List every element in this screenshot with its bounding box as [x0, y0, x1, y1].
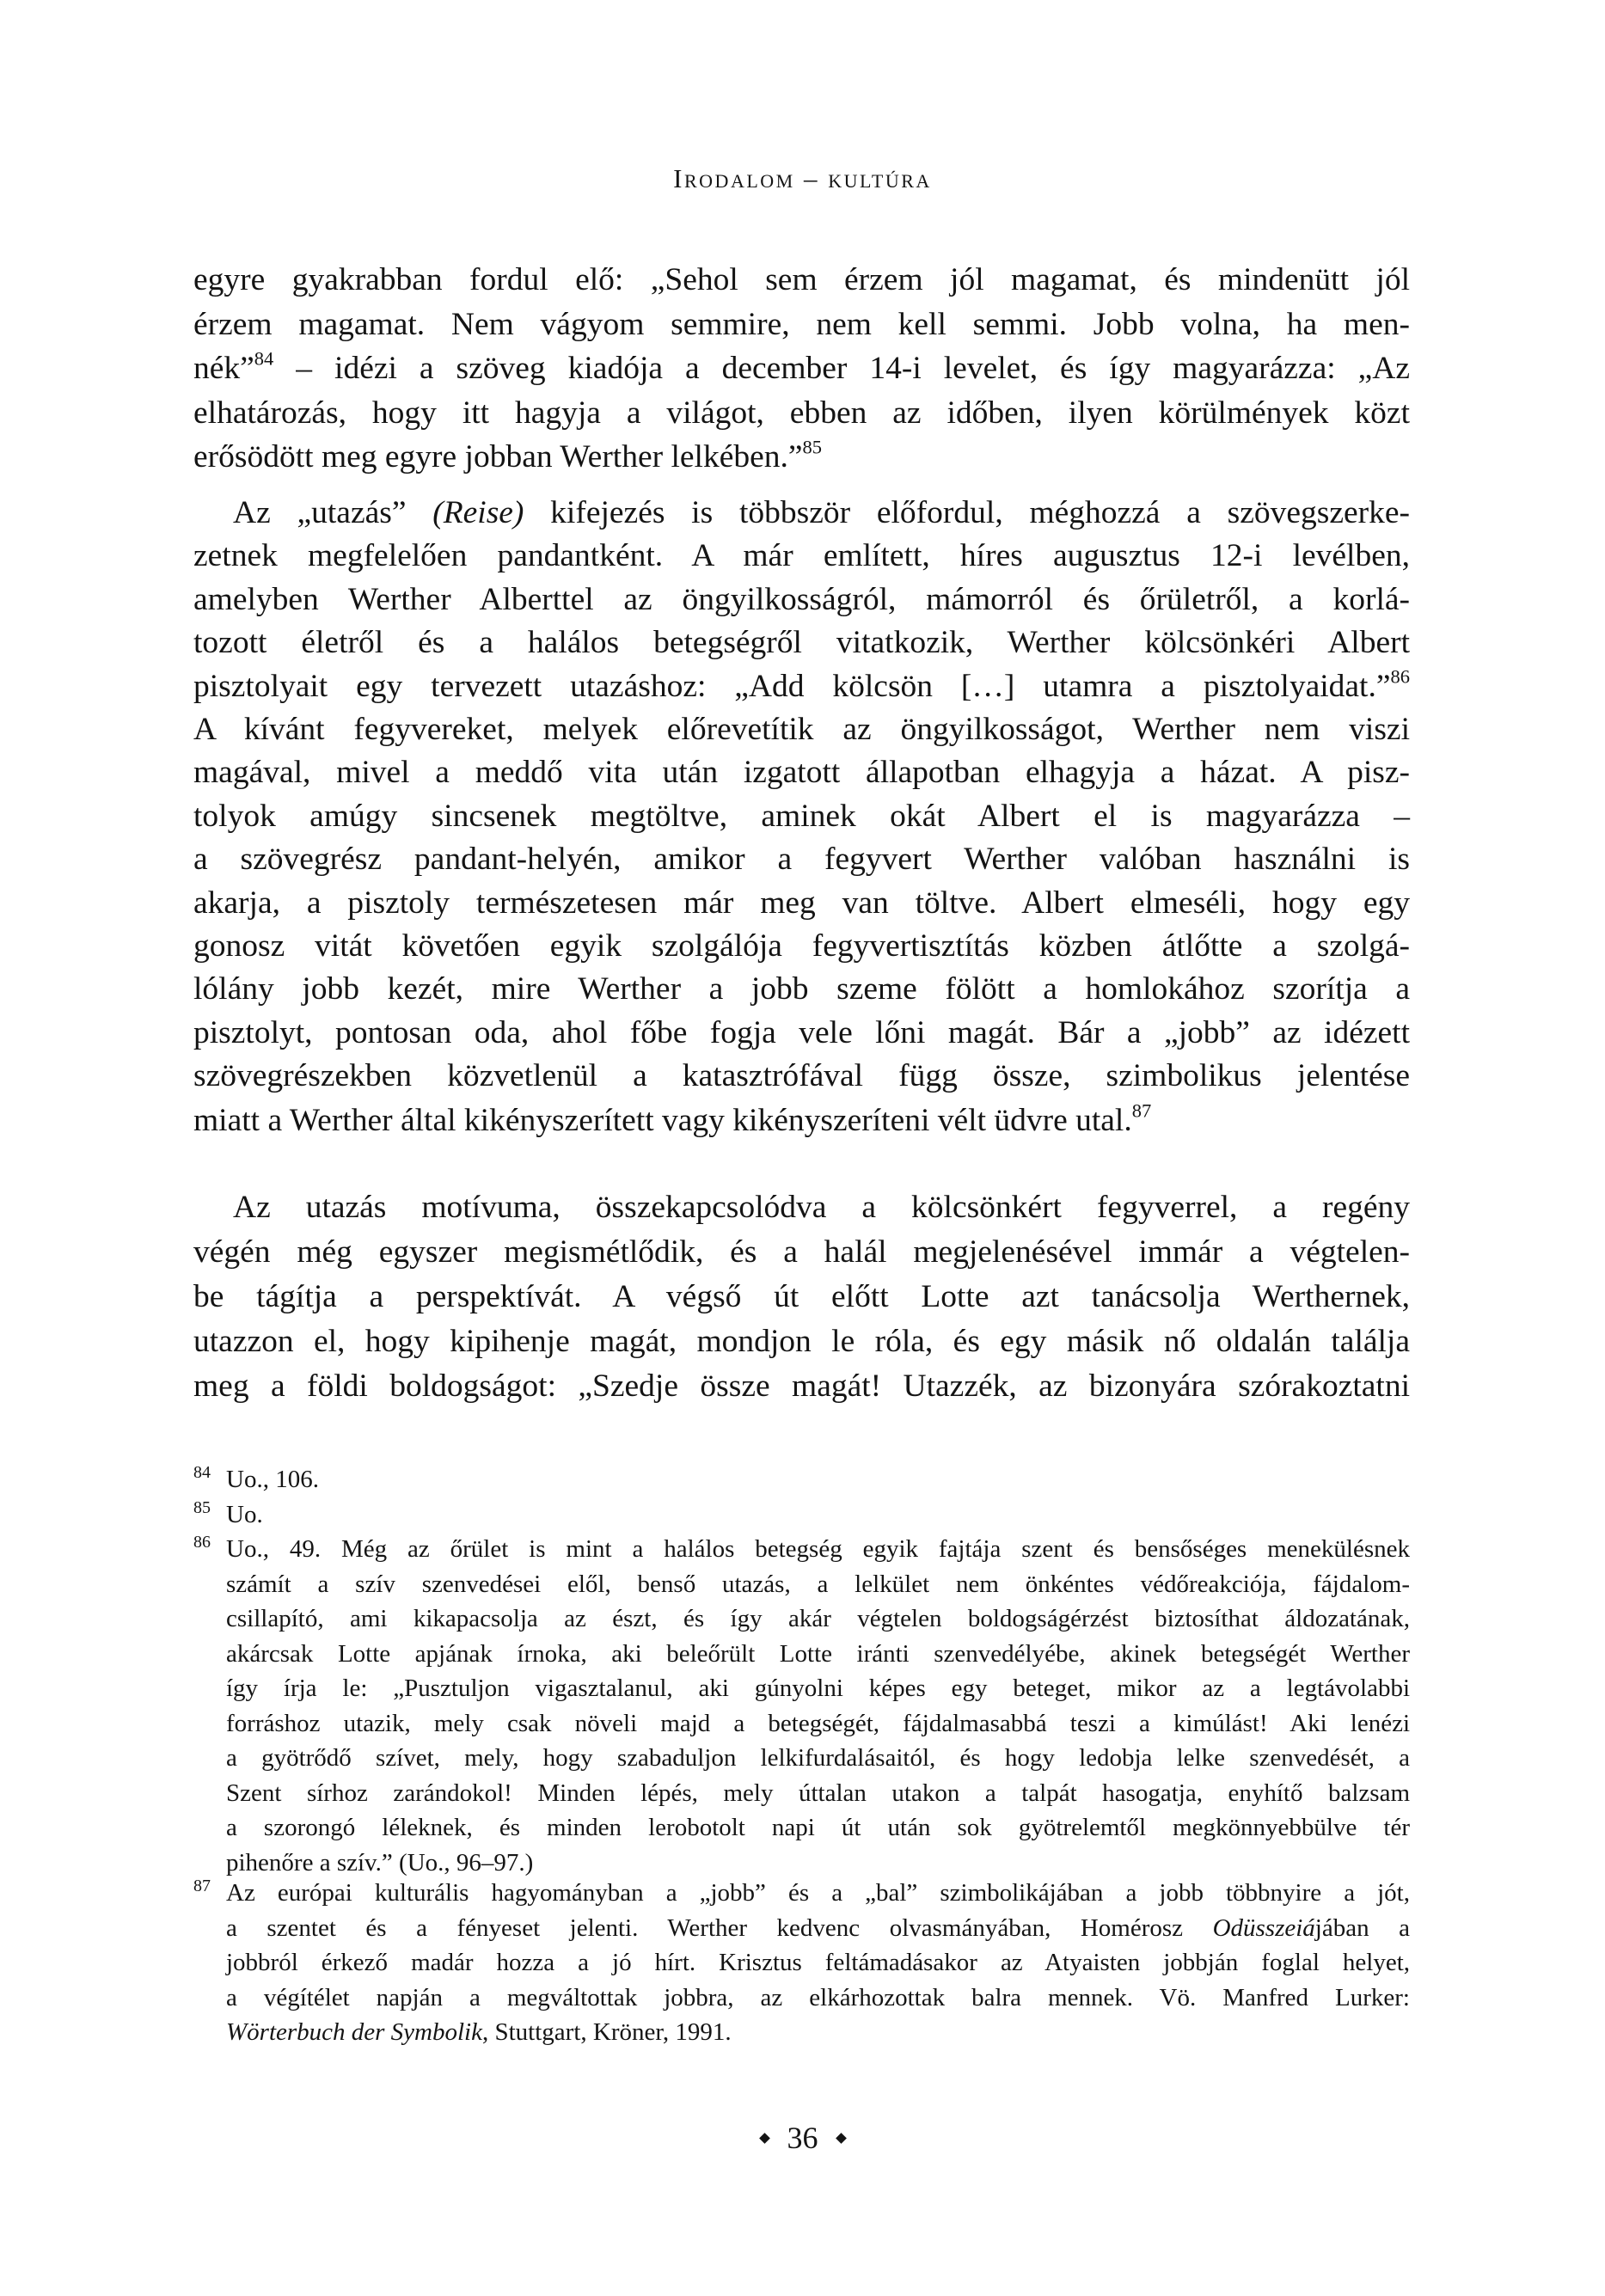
body-text-line: [193, 882, 1410, 925]
footnote-text-line: [226, 1671, 1410, 1705]
text-run: pisztolyt, pontosan oda, ahol főbe fogja vele lőni magát. Bár a „jobb” az idézett: [193, 1014, 1410, 1050]
text-run: miatt a Werther által kikényszerített vagy kikényszeríteni vélt üdvre utal.: [193, 1103, 1132, 1138]
text-run: forráshoz utazik, mely csak növeli majd a betegségét, fájdalmasabbá teszi a kimúlást! Aki lenézi: [226, 1709, 1410, 1737]
italic-text: (Reise): [432, 495, 524, 530]
text-run: lólány jobb kezét, mire Werther a jobb szeme fölött a homlokához szorítja a: [193, 971, 1410, 1007]
text-run: utazzon el, hogy kipihenje magát, mondjon le róla, és egy másik nő oldalán találja: [193, 1324, 1410, 1359]
diamond-bullet-icon: [836, 2133, 847, 2144]
footnote-text-line: [226, 1497, 1410, 1532]
body-text-line: [193, 392, 1410, 435]
text-run: Uo., 49. Még az őrület is mint a halálos betegség egyik fajtája szent és bensőséges menekülésnek: [226, 1535, 1410, 1563]
body-text-line: [193, 1055, 1410, 1098]
text-run: jában a: [1314, 1913, 1410, 1942]
footnote-text-line: [226, 1706, 1410, 1741]
footnote-text-line: [226, 1846, 1410, 1880]
page-number-footer: [0, 2119, 1605, 2157]
footnote-number: 85: [193, 1498, 211, 1517]
text-run: nék”: [193, 351, 254, 386]
text-run: egyre gyakrabban fordul elő: „Sehol sem érzem jól magamat, és mindenütt jól: [193, 262, 1410, 297]
footnote-text-line: [226, 1637, 1410, 1671]
text-run: a szentet és a fényeset jelenti. Werther kedvenc olvasmányában, Homérosz: [226, 1913, 1213, 1942]
body-text-line: [193, 535, 1410, 578]
body-text-line: [193, 751, 1410, 794]
text-run: a végítélet napján a megváltottak jobbra, az elkárhozottak balra mennek. Vö. Manfred Lurker:: [226, 1983, 1410, 2011]
body-text-line: [193, 621, 1410, 664]
footnote-text-line: [226, 1462, 1410, 1497]
page-number: 36: [787, 2121, 818, 2155]
body-text-line: [193, 259, 1410, 302]
footnote-text-line: [226, 1945, 1410, 1980]
text-run: a szorongó léleknek, és minden lerobotolt napi út után sok gyötrelemtől megkönnyebbülve tér: [226, 1814, 1410, 1841]
body-text-line: [193, 1365, 1410, 1408]
footnote-reference[interactable]: 85: [802, 436, 823, 458]
body-text-line: [193, 795, 1410, 838]
footnote-text-line: [226, 2015, 1410, 2049]
text-run: jobbról érkező madár hozza a jó hírt. Krisztus feltámadásakor az Atyaisten jobbján foglal helyet,: [226, 1949, 1410, 1976]
text-run: – idézi a szöveg kiadója a december 14-i levelet, és így magyarázza: „Az: [273, 351, 1410, 386]
text-run: akárcsak Lotte apjának írnoka, aki beleőrült Lotte iránti szenvedélyébe, akinek betegségét Werther: [226, 1639, 1410, 1668]
text-run: zetnek megfelelően pandantként. A már említett, híres augusztus 12-i levélben,: [193, 538, 1410, 574]
text-run: Az „utazás”: [233, 495, 433, 530]
text-run: A kívánt fegyvereket, melyek előrevetítik az öngyilkosságot, Werther nem viszi: [193, 712, 1410, 747]
text-run: be tágítja a perspektívát. A végső út előtt Lotte azt tanácsolja Werthernek,: [193, 1279, 1410, 1314]
body-text-line: [193, 1099, 1410, 1142]
text-run: , Stuttgart, Kröner, 1991.: [482, 2018, 732, 2046]
body-text-line: [193, 1186, 1410, 1229]
text-run: számít a szív szenvedései elől, benső utazás, a lelkület nem önkéntes védőreakciója, fájdalom-: [226, 1570, 1410, 1598]
body-text-line: [193, 1320, 1410, 1363]
text-run: végén még egyszer megismétlődik, és a halál megjelenésével immár a végtelen-: [193, 1234, 1410, 1270]
body-text-line: [193, 1276, 1410, 1319]
body-text-line: [193, 492, 1410, 535]
body-text-line: [193, 968, 1410, 1011]
text-run: pihenőre a szív.” (Uo., 96–97.): [226, 1848, 534, 1877]
text-run: szövegrészekben közvetlenül a katasztrófával függ össze, szimbolikus jelentése: [193, 1058, 1410, 1094]
footnote-number: 84: [193, 1463, 211, 1482]
text-run: magával, mivel a meddő vita után izgatott állapotban elhagyja a házat. A pisz-: [193, 755, 1410, 791]
footnote-text-line: [226, 1911, 1410, 1945]
footnote-text-line: [226, 1810, 1410, 1845]
text-run: erősödött meg egyre jobban Werther lelkében.”: [193, 439, 803, 475]
body-text-line: [193, 665, 1410, 708]
text-run: a gyötrődő szívet, mely, hogy szabaduljon lelkifurdalásaitól, és hogy ledobja lelke szenvedését, a: [226, 1744, 1410, 1772]
body-text-line: [193, 436, 1410, 479]
footnote-reference[interactable]: 87: [1131, 1099, 1152, 1122]
footnote-text-line: [226, 1567, 1410, 1601]
footnote-reference[interactable]: 84: [254, 347, 274, 370]
footnote-reference[interactable]: 86: [1390, 664, 1410, 687]
text-run: pisztolyait egy tervezett utazáshoz: „Add kölcsön […] utamra a pisztolyaidat.”: [193, 668, 1391, 704]
body-text-line: [193, 1231, 1410, 1274]
text-run: Uo., 106.: [226, 1466, 319, 1493]
diamond-bullet-icon: [759, 2133, 770, 2144]
text-run: Szent sírhoz zarándokol! Minden lépés, mely úttalan utakon a talpát hasogatja, enyhítő balzsam: [226, 1779, 1410, 1807]
text-run: csillapító, ami kikapacsolja az észt, és így akár végtelen boldogságérzést biztosíthat áldozatának,: [226, 1605, 1410, 1632]
italic-text: Odüsszeiá: [1212, 1913, 1315, 1942]
body-text-line: [193, 1012, 1410, 1055]
text-run: akarja, a pisztoly természetesen már meg van töltve. Albert elmeséli, hogy egy: [193, 885, 1410, 921]
text-run: gonosz vitát követően egyik szolgálója fegyvertisztítás közben átlőtte a szolgá-: [193, 928, 1410, 964]
body-text-line: [193, 347, 1410, 390]
footnote-text-line: [226, 1776, 1410, 1810]
footnote-number: 86: [193, 1533, 211, 1552]
text-run: kifejezés is többször előfordul, méghozzá a szövegszerke-: [524, 495, 1410, 530]
body-text-line: [193, 838, 1410, 881]
body-text-line: [193, 303, 1410, 346]
footnote-text-line: [226, 1532, 1410, 1566]
text-run: Uo.: [226, 1501, 263, 1528]
text-run: amelyben Werther Alberttel az öngyilkosságról, mámorról és őrületről, a korlá-: [193, 581, 1410, 617]
text-run: Az utazás motívuma, összekapcsolódva a kölcsönkért fegyverrel, a regény: [233, 1190, 1410, 1225]
footnote-text-line: [226, 1981, 1410, 2015]
body-text-line: [193, 708, 1410, 751]
running-head: Irodalom – kultúra: [673, 163, 932, 193]
text-run: érzem magamat. Nem vágyom semmire, nem kell semmi. Jobb volna, ha men-: [193, 306, 1410, 342]
footnote-text-line: [226, 1601, 1410, 1636]
body-text-line: [193, 925, 1410, 968]
text-run: meg a földi boldogságot: „Szedje össze magát! Utazzék, az bizonyára szórakoztatni: [193, 1368, 1410, 1404]
footnote-number: 87: [193, 1877, 211, 1895]
text-run: tozott életről és a halálos betegségről vitatkozik, Werther kölcsönkéri Albert: [193, 625, 1410, 661]
text-run: Az európai kulturális hagyományban a „jobb” és a „bal” szimbolikájában a jobb többnyire a jót,: [226, 1879, 1410, 1907]
text-run: a szövegrész pandant-helyén, amikor a fegyvert Werther valóban használni is: [193, 842, 1410, 878]
text-run: tolyok amúgy sincsenek megtöltve, aminek okát Albert el is magyarázza –: [193, 798, 1410, 834]
body-text-line: [193, 579, 1410, 621]
text-run: így írja le: „Pusztuljon vigasztalanul, aki gúnyolni képes egy beteget, mikor az a legtávolabbi: [226, 1675, 1410, 1702]
footnote-text-line: [226, 1741, 1410, 1775]
italic-text: Wörterbuch der Symbolik: [226, 2018, 482, 2046]
footnote-text-line: [226, 1876, 1410, 1910]
text-run: elhatározás, hogy itt hagyja a világot, ebben az időben, ilyen körülmények közt: [193, 395, 1410, 431]
